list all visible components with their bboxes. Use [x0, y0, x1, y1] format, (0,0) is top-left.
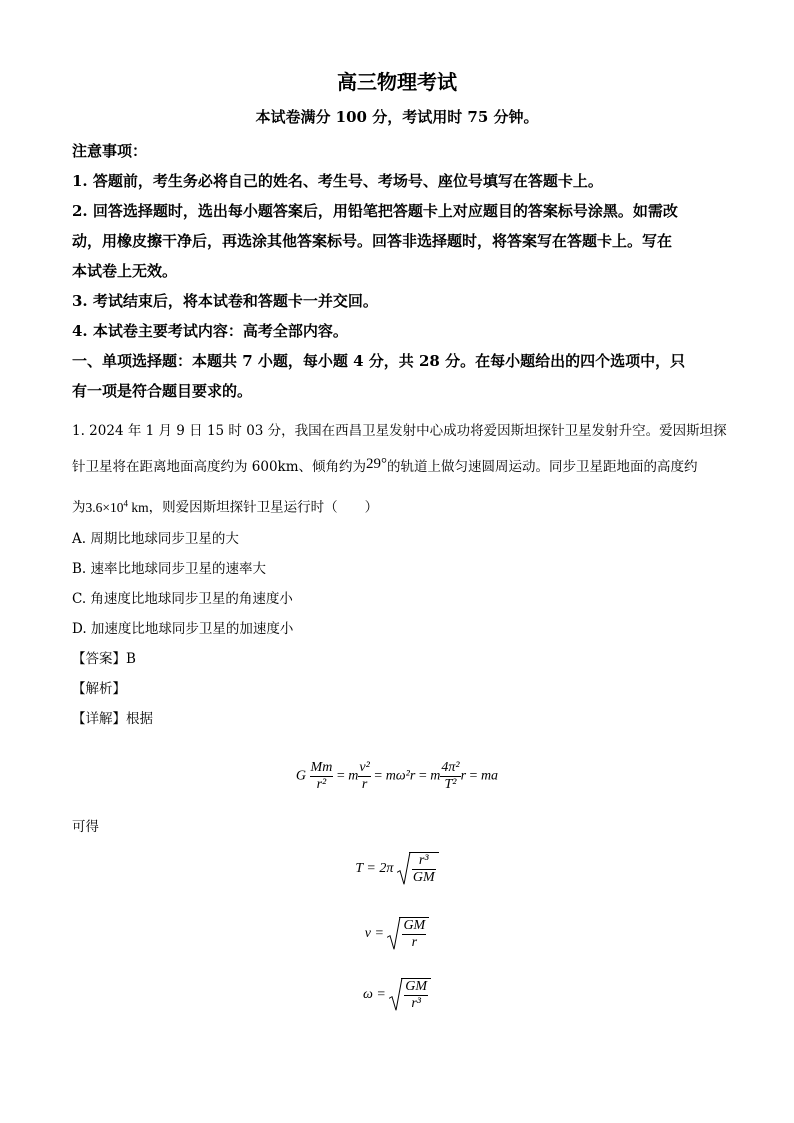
note-4: 4. 本试卷主要考试内容：高考全部内容。 [72, 322, 348, 340]
velocity-equation: v = $\frac{GM}{r}$ [0, 917, 794, 951]
option-b: B. 速率比地球同步卫星的速率大 [72, 560, 267, 577]
note-1: 1. 答题前，考生务必将自己的姓名、考生号、考场号、座位号填写在答题卡上。 [72, 172, 603, 190]
question-1 [72, 416, 727, 734]
sqrt-gm-r3: $\frac{GM}{\text{r³}}$ [389, 978, 431, 1012]
inclination-angle: 29° [366, 456, 388, 472]
frac-mm-r2: $\frac{Mm}{\text{r²}}$ [310, 760, 333, 792]
sqrt-r3-gm: $\frac{\text{r³}}{GM}$ [397, 852, 439, 886]
section-heading-line-2: 有一项是符合题目要求的。 [72, 382, 253, 400]
answer-label: 【答案】B [72, 650, 136, 667]
note-3: 3. 考试结束后，将本试卷和答题卡一并交回。 [72, 292, 378, 310]
sqrt-gm-r: $\frac{GM}{r}$ [387, 917, 429, 951]
notes-section [72, 136, 724, 406]
note-2-line-3: 本试卷上无效。 [72, 262, 178, 280]
detail-label: 【详解】根据 [72, 710, 153, 727]
gravity-equation: G $\frac{Mm}{\text{r²}}$ = m $\frac{\text{v²}}{r}$ = mω²r = m $\frac{\text{4π²}}{\text{T²}}$ r = ma [295, 760, 499, 792]
period-equation: T = 2π $\frac{\text{r³}}{GM}$ [0, 852, 794, 886]
analysis-label: 【解析】 [72, 680, 126, 697]
question-1-line-1: 1. 2024 年 1 月 9 日 15 时 03 分，我国在西昌卫星发射中心成功将爱因斯坦探针卫星发射升空。爱因斯坦探 [72, 423, 727, 439]
option-c: C. 角速度比地球同步卫星的角速度小 [72, 590, 293, 607]
sync-height: $3.6\times 10^4$ km [85, 498, 149, 515]
frac-v2-r: $\frac{\text{v²}}{r}$ [359, 760, 370, 792]
option-a: A. 周期比地球同步卫星的大 [72, 530, 239, 547]
question-1-line-2: 针卫星将在距离地面高度约为 600km、倾角约为29°的轨道上做匀速圆周运动。同步卫星距地面的高度约 [72, 456, 698, 475]
notes-heading: 注意事项： [72, 142, 148, 160]
note-2-line-2: 动，用橡皮擦干净后，再选涂其他答案标号。回答非选择题时，将答案写在答题卡上。写在 [72, 232, 673, 250]
section-heading-line-1: 一、单项选择题：本题共 7 小题，每小题 4 分，共 28 分。在每小题给出的四个选项中，只 [72, 352, 686, 370]
page-title: 高三物理考试 [337, 70, 457, 94]
question-1-line-3: 为$3.6\times 10^4$ km，则爱因斯坦探针卫星运行时（ ） [72, 498, 379, 516]
option-d: D. 加速度比地球同步卫星的加速度小 [72, 620, 294, 637]
page-subtitle: 本试卷满分 100 分，考试用时 75 分钟。 [255, 108, 539, 126]
frac-4pi2-t2: $\frac{\text{4π²}}{\text{T²}}$ [441, 760, 460, 792]
angular-velocity-equation: ω = $\frac{GM}{\text{r³}}$ [0, 978, 794, 1012]
derive-label: 可得 [72, 819, 99, 835]
note-2-line-1: 2. 回答选择题时，选出每小题答案后，用铅笔把答题卡上对应题目的答案标号涂黑。如需改 [72, 202, 678, 220]
